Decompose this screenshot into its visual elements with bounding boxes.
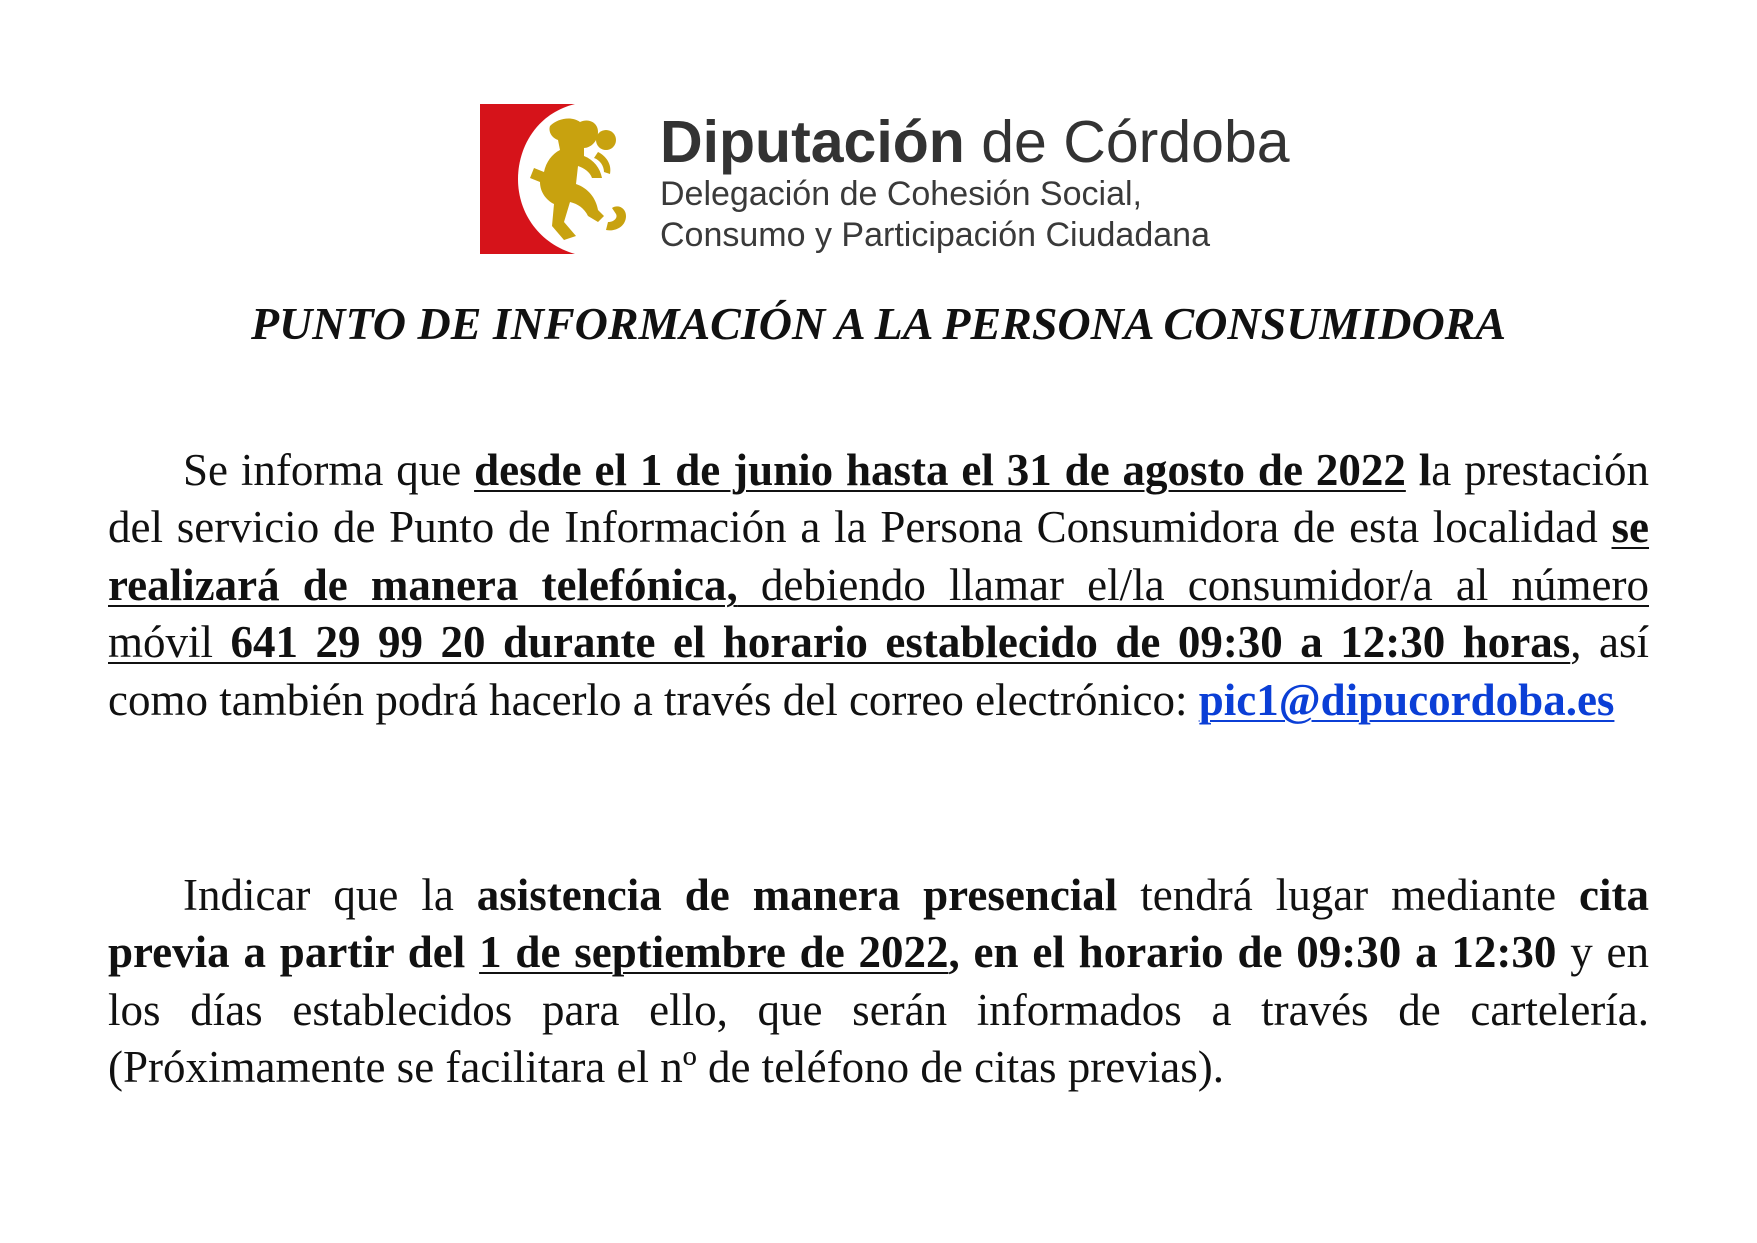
p1-text-4: , así como también podrá hacerlo a través del correo electrónico: (108, 617, 1649, 725)
p2-appointment: cita previa a partir del (108, 870, 1649, 978)
p2-text-2: tendrá lugar mediante (1117, 870, 1580, 920)
logo-name-rest: de Córdoba (981, 109, 1290, 175)
diputacion-cordoba-logo (480, 104, 1300, 264)
p1-text-l: l (1405, 445, 1432, 495)
p2-start-date: 1 de septiembre de 2022 (479, 927, 949, 978)
paragraph-phone-service (108, 442, 1649, 729)
document-title: PUNTO DE INFORMACIÓN A LA PERSONA CONSUMIDORA (250, 298, 1507, 349)
logo-department-line2: Consumo y Participación Ciudadana (660, 216, 1210, 254)
p2-hours: , en el horario de 09:30 a 12:30 (948, 927, 1557, 978)
logo-emblem-icon (480, 104, 640, 254)
logo-name-bold: Diputación (660, 109, 965, 175)
p2-text-1: Indicar que la (183, 870, 477, 920)
logo-institution-name (660, 110, 1290, 174)
logo-department-line1: Delegación de Cohesión Social, (660, 175, 1142, 213)
email-link[interactable]: pic1@dipucordoba.es (1198, 674, 1615, 725)
p1-phone-mode: se realizará de manera telefónica, (108, 502, 1649, 610)
p1-phone-hours: 641 29 99 20 durante el horario establecido de 09:30 a 12:30 horas (230, 617, 1571, 668)
logo-text-block (660, 110, 1290, 256)
p1-text-3: debiendo llamar el/la consumidor/a al número móvil (108, 559, 1649, 668)
p1-date-range: desde el 1 de junio hasta el 31 de agosto de 2022 (474, 445, 1406, 495)
p2-text-3: y en los días establecidos para ello, que serán informados a través de cartelería. (Próximamente se facilitara el nº de teléfono de citas previas). (108, 927, 1649, 1093)
p1-text-2: a prestación del servicio de Punto de Información a la Persona Consumidora de esta localidad (108, 445, 1649, 553)
paragraph-in-person-service (108, 867, 1649, 1097)
p2-in-person: asistencia de manera presencial (476, 870, 1118, 920)
p1-text-1: Se informa que (183, 445, 475, 495)
